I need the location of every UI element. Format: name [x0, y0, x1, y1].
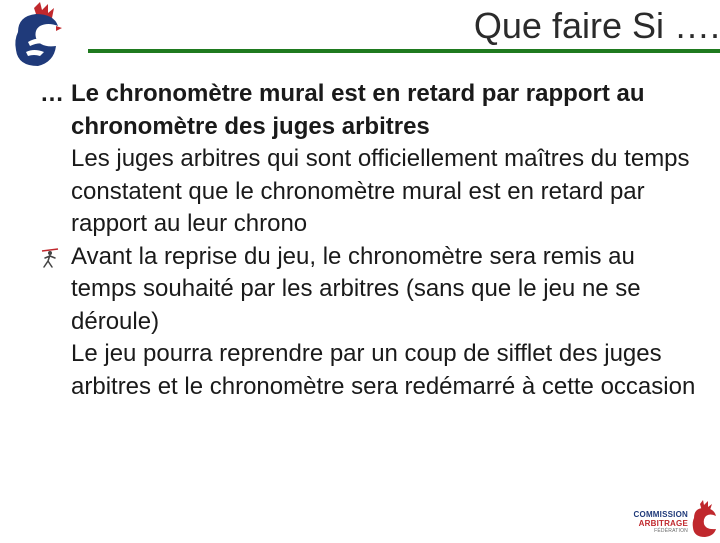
- referee-bullet-icon: [40, 247, 60, 269]
- item-body: Avant la reprise du jeu, le chronomètre sera remis au temps souhaité par les arbitres (sans que le jeu ne se déroule): [71, 242, 641, 335]
- item-body: Le jeu pourra reprendre par un coup de sifflet des juges arbitres et le chronomètre sera redémarré à cette occasion: [71, 340, 696, 400]
- slide-content: [40, 78, 700, 403]
- item-heading: Le chronomètre mural est en retard par rapport au chronomètre des juges arbitres: [71, 80, 645, 140]
- footer-line-2: ARBITRAGE: [638, 519, 688, 528]
- footer-line-3: FÉDÉRATION: [654, 528, 688, 534]
- bullet-item: [40, 241, 700, 404]
- page-title: Que faire Si ….: [473, 5, 720, 46]
- rooster-small-icon: [630, 498, 718, 538]
- federation-logo: [4, 2, 68, 74]
- bullet-item: [40, 78, 700, 241]
- footer-line-1: COMMISSION: [633, 510, 688, 519]
- rooster-logo-icon: [4, 2, 68, 74]
- ellipsis-lead: …: [40, 80, 64, 107]
- item-body: Les juges arbitres qui sont officiellement maîtres du temps constatent que le chronomètre mural est en retard par rapport au leur chrono: [71, 145, 690, 237]
- title-underline: [88, 49, 720, 53]
- footer-logo: [630, 498, 718, 538]
